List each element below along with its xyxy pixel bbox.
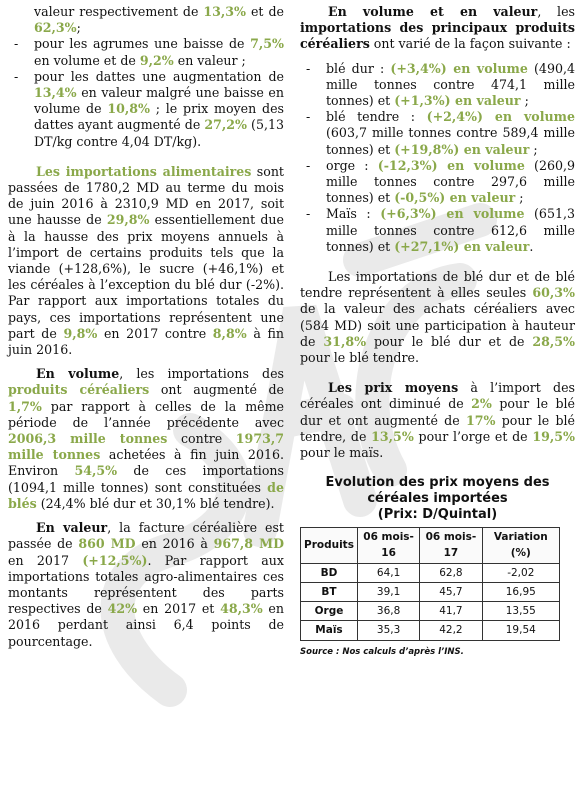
table-row: Maïs 35,3 42,2 19,54	[301, 621, 560, 640]
paragraph-en-valeur: En valeur, la facture céréalière est passée de 860 MD en 2016 à 967,8 MD en 2017 (+12,5%). Par rapport aux importations totales agro-alimentaires ces montants représentent des parts respectives de 42% en 2017 et 48,3% en 2016 perdant ainsi 6,4 points de pourcentage.	[8, 520, 284, 649]
continued-bullet: valeur respectivement de 13,3% et de 62,3%;	[34, 4, 284, 36]
bullet-mais: - Maïs : (+6,3%) en volume (651,3 mille tonnes contre 612,6 mille tonnes) et (+27,1%) en valeur.	[300, 206, 575, 255]
bullet-agrumes: - pour les agrumes une baisse de 7,5% en volume et de 9,2% en valeur ;	[8, 36, 284, 68]
paragraph-importations-alimentaires: Les importations alimentaires sont passées de 1780,2 MD au terme du mois de juin 2016 à 2310,9 MD en 2017, soit une hausse de 29,8% essentiellement due à la hausse des prix moyens annuels à l’import de certains produits tels que la viande (+128,6%), le sucre (+46,1%) et les céréales à l’exception du blé dur (-2%). Par rapport aux importations totales du pays, ces importations représentent une part de 9,8% en 2017 contre 8,8% à fin juin 2016.	[8, 163, 284, 358]
header-variation: Variation (%)	[482, 528, 559, 563]
cereal-bullets	[300, 61, 575, 255]
bullet-ble-dur: - blé dur : (+3,4%) en volume (490,4 mille tonnes contre 474,1 mille tonnes) et (+1,3%) en valeur ;	[300, 61, 575, 110]
table-title: Evolution des prix moyens des céréales importées (Prix: D/Quintal)	[325, 475, 550, 523]
left-column	[8, 4, 284, 650]
paragraph-en-volume: En volume, les importations des produits céréaliers ont augmenté de 1,7% par rapport à celles de la même période de l’année précédente avec 2006,3 mille tonnes contre 1973,7 mille tonnes achetées à fin juin 2016. Environ 54,5% de ces importations (1094,1 mille tonnes) sont constituées de blés (24,4% blé dur et 30,1% blé tendre).	[8, 366, 284, 511]
header-06-mois-16: 06 mois-16	[357, 528, 419, 563]
header-produits: Produits	[301, 528, 358, 563]
bullet-orge: - orge : (-12,3%) en volume (260,9 mille tonnes contre 297,6 mille tonnes) et (-0,5%) en valeur ;	[300, 158, 575, 207]
bullet-ble-tendre: - blé tendre : (+2,4%) en volume (603,7 mille tonnes contre 589,4 mille tonnes) et (+19,8%) en valeur ;	[300, 109, 575, 158]
header-06-mois-17: 06 mois-17	[420, 528, 482, 563]
price-table	[300, 527, 560, 640]
paragraph-prix-moyens: Les prix moyens à l’import des céréales ont diminué de 2% pour le blé dur et ont augmenté de 17% pour le blé tendre, de 13,5% pour l’orge et de 19,5% pour le maïs.	[300, 380, 576, 461]
table-header-row	[301, 528, 560, 563]
paragraph-ble-share: Les importations de blé dur et de blé tendre représentent à elles seules 60,3% de la valeur des achats céréaliers avec (584 MD) soit une participation à hauteur de 31,8% pour le blé dur et de 28,5% pour le blé tendre.	[300, 269, 575, 366]
table-row: Orge 36,8 41,7 13,55	[301, 602, 560, 621]
table-row: BT 39,1 45,7 16,95	[301, 582, 560, 601]
right-column	[300, 4, 575, 660]
fruit-bullets	[8, 36, 284, 149]
table-row: BD 64,1 62,8 -2,02	[301, 563, 560, 582]
bullet-dattes: - pour les dattes une augmentation de 13,4% en valeur malgré une baisse en volume de 10,8% ; le prix moyen des dattes ayant augmenté de 27,2% (5,13 DT/kg contre 4,04 DT/kg).	[8, 69, 284, 150]
paragraph-intro-cereales: En volume et en valeur, les importations des principaux produits céréaliers ont varié de la façon suivante :	[300, 4, 576, 52]
table-source: Source : Nos calculs d’après l’INS.	[300, 646, 464, 657]
